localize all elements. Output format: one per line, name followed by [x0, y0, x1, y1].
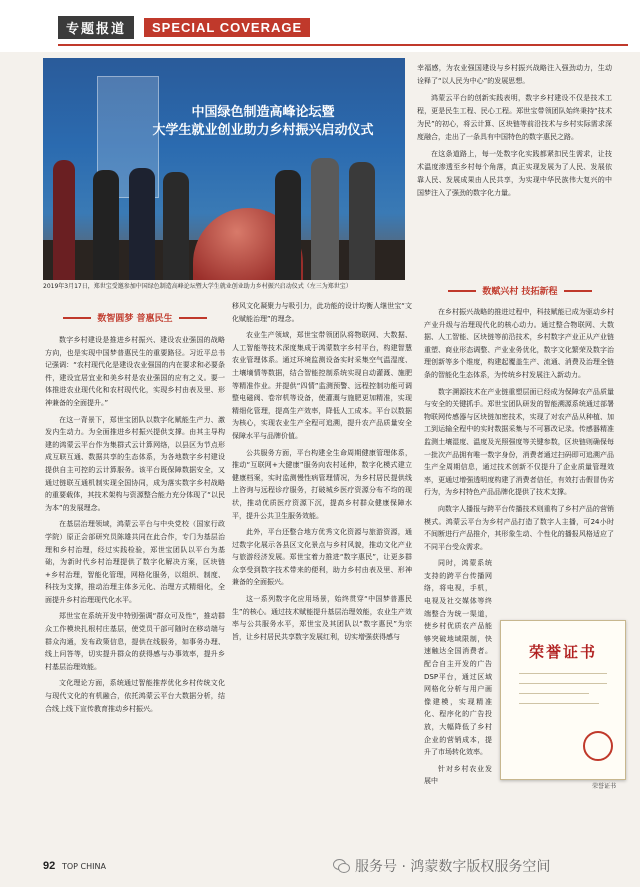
paragraph: 农业生产领域，郑世宝带领团队将物联网、大数据、人工智能等技术深度集成于鸿蒙数字乡村平台，构建智慧农业管理体系。通过环境监测设备实时采集空气温湿度、土壤墒情等数据，结合智能控制系统实现自动灌溉、施肥等精准作业。并提供“四情”监测预警、远程控制功能可调整电磁阀、卷帘机等设备，使灌溉与施肥更加精准，实现精细化管理，提高生产效率，降低人工成本。平台以数据为核心，实现农业生产全程可追溯，提升农产品质量安全保障水平与品牌价值。 [232, 331, 412, 440]
section-heading-1 [60, 311, 210, 324]
watermark-text: 服务号 · 鸿蒙数字版权服务空间 [355, 859, 551, 875]
heading-rule [63, 317, 91, 319]
paragraph: 数字乡村建设是推进乡村振兴、建设农业强国的战略方向，也是实现中国梦普惠民生的重要路径。习近平总书记强调：“农村现代化是建设农业强国的内在要求和必要条件，建设宜居宜业和美乡村是农业强国的应有之义。要一体推进农业现代化和农村现代化，实现乡村由表及里、形神兼备的全面提升。” [45, 336, 225, 407]
paragraph: 向数字人播报与跨平台传播技术则重构了乡村产品的营销模式。鸿蒙云平台为乡村产品打造了数字人主播，可24小时不间断进行产品推介，其形象生动、个性化的播报风格适应了不同平台受众需求。 [424, 504, 614, 551]
paragraph: 在这一背景下，郑世宝团队以数字化赋能生产力、激发内生动力。为全面推进乡村振兴提供支撑。由其主导构建的鸿蒙云平台作为集群式云计算网络，以县区为节点形成互联互通、数据共享的生态体系，为各地数字乡村建设提供自主可控的云计算服务。该平台既保障数据安全，又通过链联互通机制实现全国协同，成为落实数字乡村战略的重要载体，其技术架构与资源整合能力充分体现了“以民为本”的发展理念。 [45, 415, 225, 512]
person-figure [93, 170, 119, 280]
photo-caption: 2019年3月17日，郑世宝受邀参加中国绿色制造高峰论坛暨大学生就业创业助力乡村振兴启动仪式（左三为郑世宝） [43, 283, 352, 290]
certificate-text-line [519, 693, 589, 694]
text-column-2 [232, 300, 412, 845]
event-photo [43, 58, 405, 280]
person-figure [349, 162, 375, 280]
paragraph: 公共服务方面，平台构建全生命周期健康管理体系，推动“互联网+大健康”服务向农村延伸，数字化模式建立健康档案，实时监测慢性病管理情况，为乡村居民提供线上咨询与远程诊疗服务，打破城乡医疗资源分布不均的现状，推动优质医疗资源下沉，提高乡村群众健康保障水平，提升公共卫生服务效能。 [232, 448, 412, 520]
heading-rule [448, 290, 476, 292]
honor-certificate [500, 620, 626, 780]
section-heading-2 [440, 284, 600, 297]
person-figure [53, 160, 75, 280]
certificate-text-line [519, 683, 607, 684]
certificate-text-line [519, 673, 607, 674]
paragraph: 在乡村振兴战略的推进过程中，科技赋能已成为驱动乡村产业升级与治理现代化的核心动力。通过整合物联网、大数据、人工智能、区块链等前沿技术，乡村数字产业正从产业链重塑、商业形态调整、产业业务优化，数字文化繁荣及数字治理创新等多个维度，构建起覆盖生产、流通、消费及治理全链条的智能化生态体系，为传统乡村发展注入新动力。 [424, 308, 614, 379]
wechat-icon [333, 859, 349, 873]
paragraph: 数字溯源技术在产业链重塑层面已经成为保障农产品质量与安全的关键抓手。郑世宝团队研发的智能溯源系统通过部署物联网传感器与区块链加密技术，实现了对农产品从种植、加工到运输全程中的实时数据采集与不可篡改记录。传感器精准监测土壤湿度、温度及光照强度等关键参数，区块链则确保每一批次产品拥有唯一数字身份，消费者通过扫码即可追溯产品生产全周期信息，通过技术创新不仅提升了企业质量管理效率，更通过增强透明度构建了消费者信任，有效打击假冒伪劣行为，为乡村特色产品品牌化提供了技术支撑。 [424, 387, 614, 497]
person-figure [163, 172, 189, 280]
section-header [0, 0, 640, 52]
certificate-text-line [519, 703, 599, 704]
paragraph: 在这条道路上，每一处数字化实践都紧扣民生需求，让技术温度渗透至乡村每个角落，真正实现发展为了人民、发展依靠人民、发展成果由人民共享，为实现中华民族伟大复兴的中国梦注入了强劲的数字化力量。 [417, 150, 612, 197]
certificate-caption: 荣誉证书 [592, 783, 617, 790]
paragraph: 针对乡村农业发展中 [424, 764, 492, 786]
section-title-cn: 专题报道 [58, 16, 134, 39]
photo-banner-line2: 大学生就业创业助力乡村振兴启动仪式 [152, 123, 374, 138]
paragraph: 同时，鸿蒙系统支持的跨平台传播网络，将电视，手机，电视及社交媒体等终端整合为统一渠道，使乡村优质农产品能够突破地域限制，快速触达全国消费者。配合自主开发的广告DSP平台，通过区域网格化分析与用户画像建模，实现精准化、程序化的广告投放，大幅降低了乡村企业的营销成本，提升了市场转化效率。 [424, 559, 492, 757]
paragraph: 移风文化凝聚力与吸引力，此功能的设计均衡人继世宝“文化赋能治理”的理念。 [232, 302, 412, 323]
right-top-column [417, 62, 612, 204]
paragraph: 这一系列数字化应用场景，始终贯穿“中国梦普惠民生”的核心。通过技术赋能提升基层治理效能，农业生产效率与公共服务水平，郑世宝及其团队以“数字惠民”为宗旨，让乡村居民共享数字发展红利，切实增强获得感与 [232, 595, 412, 641]
paragraph: 鸿蒙云平台的创新实践表明，数字乡村建设不仅是技术工程，更是民生工程、民心工程。郑世宝带领团队始终秉持“技术为民”的初心，将云计算、区块链等前沿技术与乡村实际需求深度融合，走出了一条具有中国特色的数字惠民之路。 [417, 94, 612, 141]
person-figure [311, 158, 339, 280]
page-footer [0, 848, 640, 887]
paragraph: 此外，平台还整合地方优秀文化资源与旅游资源，通过数字化展示各县区文化景点与乡村风貌，推动文化产业与旅游经济发展。郑世宝着力推进“数字惠民”，让更多群众享受到数字技术带来的便利，助力乡村由表及里、形神兼备的全面振兴。 [232, 528, 412, 587]
heading-rule [179, 317, 207, 319]
section-title-en: SPECIAL COVERAGE [144, 18, 310, 37]
certificate-seal-icon [583, 731, 613, 761]
photo-banner [133, 104, 393, 140]
page-number: 92 [43, 860, 56, 872]
paragraph: 郑世宝在系统开发中特别强调“群众可及性”，推动群众工作模块扎根村庄基层，使党员干部可随时在移动端与群众沟通，发布政策信息，提供在线服务，如事务办理、线上问答等，切实提升群众的获得感与办事效率，提升乡村基层治理效能。 [45, 612, 225, 671]
heading-rule [564, 290, 592, 292]
paragraph: 文化理论方面，系统通过智能推荐优化乡村传统文化与现代文化的有机融合，依托鸿蒙云平台大数据分析，结合线上线下宣传教育推动乡村振兴。 [45, 679, 225, 713]
heading-text: 数赋兴村 技拓新程 [482, 287, 558, 297]
magazine-name: TOP CHINA [62, 862, 106, 871]
text-column-1 [45, 334, 225, 844]
paragraph: 幸福感，为农业强国建设与乡村振兴战略注入强劲动力，生动诠释了“以人民为中心”的发展思想。 [417, 64, 612, 85]
section-label [58, 16, 310, 38]
heading-text: 数智圆梦 普惠民生 [97, 314, 173, 324]
paragraph: 在基层治理领域，鸿蒙云平台与中央党校（国家行政学院）原正会部研究员陈雄共同在此合作，专门为基层治理和乡村治理，经过实践检验，郑世宝团队以平台为基础，为新时代乡村治理提供了数字化解决方案，区块链+乡村治理，智能化管理，网格化服务，以组织、制度、科技为支撑，推动治理主体多元化、治理方式精细化，全面提升乡村治理现代化水平。 [45, 520, 225, 604]
certificate-title: 荣誉证书 [528, 643, 597, 661]
watermark [333, 856, 550, 876]
header-rule [58, 44, 628, 46]
person-figure [275, 170, 301, 280]
person-figure [129, 168, 155, 280]
photo-banner-line1: 中国绿色制造高峰论坛暨 [191, 105, 335, 120]
